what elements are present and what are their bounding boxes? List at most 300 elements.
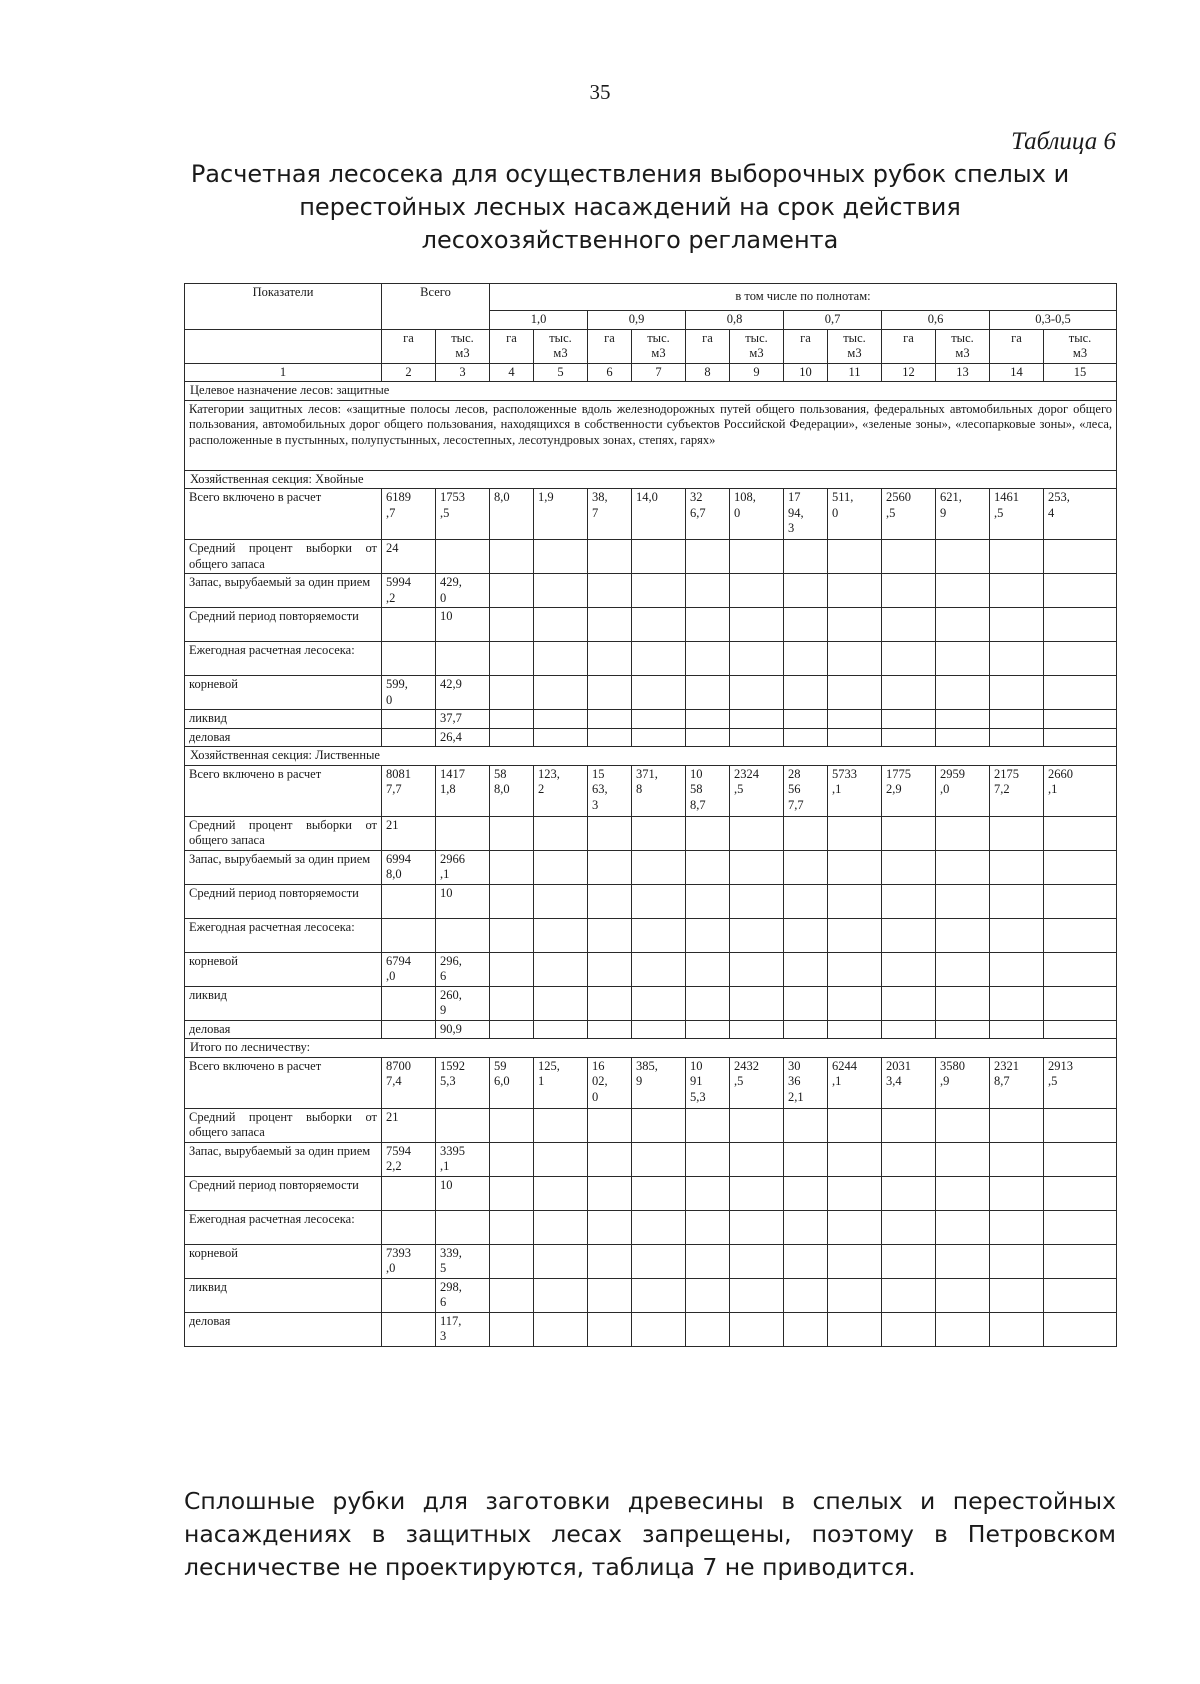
table-cell	[490, 952, 534, 986]
table-cell	[588, 884, 632, 918]
table-cell	[784, 952, 828, 986]
table-cell	[686, 1210, 730, 1244]
table-cell	[534, 986, 588, 1020]
table-cell: 298, 6	[436, 1278, 490, 1312]
table-cell	[382, 642, 436, 676]
table-cell	[990, 642, 1044, 676]
header-density: 1,0	[490, 311, 588, 330]
table-cell	[490, 1312, 534, 1346]
table-row	[185, 816, 1117, 850]
table-row	[185, 1142, 1117, 1176]
table-cell	[936, 986, 990, 1020]
table-cell: 10 58 8,7	[686, 765, 730, 816]
table-cell	[936, 952, 990, 986]
table-cell	[1044, 1244, 1117, 1278]
table-cell: 339, 5	[436, 1244, 490, 1278]
table-cell	[828, 1108, 882, 1142]
table-cell	[828, 1244, 882, 1278]
table-cell	[588, 918, 632, 952]
table-cell	[882, 728, 936, 747]
table-cell	[632, 710, 686, 729]
table-cell	[588, 850, 632, 884]
row-label: ликвид	[185, 986, 382, 1020]
table-cell	[490, 884, 534, 918]
table-cell	[490, 642, 534, 676]
table-row	[185, 574, 1117, 608]
categories-row	[185, 400, 1117, 470]
table-cell	[1044, 816, 1117, 850]
table-cell: 296, 6	[436, 952, 490, 986]
column-number: 1	[185, 363, 382, 382]
header-density: 0,3-0,5	[990, 311, 1117, 330]
table-cell	[784, 986, 828, 1020]
row-label: Ежегодная расчетная лесосека:	[185, 918, 382, 952]
table-cell	[1044, 1210, 1117, 1244]
table-cell	[1044, 1176, 1117, 1210]
column-number: 2	[382, 363, 436, 382]
table-cell	[990, 1020, 1044, 1039]
column-number: 3	[436, 363, 490, 382]
table-cell	[632, 1142, 686, 1176]
table-row	[185, 1176, 1117, 1210]
table-cell: 371, 8	[632, 765, 686, 816]
table-cell	[632, 1210, 686, 1244]
table-cell	[828, 1020, 882, 1039]
table-cell	[490, 816, 534, 850]
table-cell	[490, 1244, 534, 1278]
table-cell	[730, 1210, 784, 1244]
table-cell: 599, 0	[382, 676, 436, 710]
table-cell	[730, 710, 784, 729]
table-cell	[436, 816, 490, 850]
row-label: деловая	[185, 728, 382, 747]
table-cell	[882, 642, 936, 676]
table-label: Таблица 6	[1011, 128, 1116, 155]
table-cell	[730, 816, 784, 850]
table-cell	[632, 816, 686, 850]
table-cell	[990, 540, 1044, 574]
table-cell	[990, 1108, 1044, 1142]
header-density: 0,6	[882, 311, 990, 330]
table-cell	[882, 918, 936, 952]
table-row	[185, 986, 1117, 1020]
table-header	[185, 284, 1117, 382]
table-cell: 8,0	[490, 489, 534, 540]
table-cell	[882, 540, 936, 574]
table-cell: 10	[436, 884, 490, 918]
table-cell	[686, 1244, 730, 1278]
table-cell: 17 94, 3	[784, 489, 828, 540]
table-cell	[534, 884, 588, 918]
table-row	[185, 676, 1117, 710]
table-cell: 3580 ,9	[936, 1057, 990, 1108]
table-cell	[534, 540, 588, 574]
row-label: Всего включено в расчет	[185, 1057, 382, 1108]
table-cell	[686, 728, 730, 747]
table-cell	[588, 728, 632, 747]
table-cell	[382, 1312, 436, 1346]
table-cell	[828, 850, 882, 884]
table-cell	[936, 816, 990, 850]
table-cell: 30 36 2,1	[784, 1057, 828, 1108]
table-cell	[936, 850, 990, 884]
table-cell	[882, 986, 936, 1020]
table-cell	[1044, 1312, 1117, 1346]
column-number: 9	[730, 363, 784, 382]
table-cell: 58 8,0	[490, 765, 534, 816]
table-cell: 2324 ,5	[730, 765, 784, 816]
table-cell	[490, 710, 534, 729]
table-cell	[882, 1244, 936, 1278]
table-cell	[1044, 710, 1117, 729]
table-cell: 2175 7,2	[990, 765, 1044, 816]
table-cell	[784, 1278, 828, 1312]
table-cell	[990, 608, 1044, 642]
row-label: ликвид	[185, 1278, 382, 1312]
table-cell	[534, 1176, 588, 1210]
table-cell: 2321 8,7	[990, 1057, 1044, 1108]
header-unit-ha: га	[382, 329, 436, 363]
table-cell: 2432 ,5	[730, 1057, 784, 1108]
table-cell: 2031 3,4	[882, 1057, 936, 1108]
table-cell	[784, 816, 828, 850]
header-unit-ha: га	[490, 329, 534, 363]
table-cell: 6794 ,0	[382, 952, 436, 986]
table-cell	[490, 986, 534, 1020]
table-cell	[632, 1312, 686, 1346]
table-cell: 10	[436, 1176, 490, 1210]
table-cell	[534, 1278, 588, 1312]
table-row	[185, 489, 1117, 540]
table-cell	[730, 574, 784, 608]
table-cell	[882, 574, 936, 608]
table-cell: 10 91 5,3	[686, 1057, 730, 1108]
table-cell	[990, 1244, 1044, 1278]
header-unit-ha: га	[686, 329, 730, 363]
table-cell: 1753 ,5	[436, 489, 490, 540]
table-cell: 2959 ,0	[936, 765, 990, 816]
table-cell: 1417 1,8	[436, 765, 490, 816]
table-cell	[882, 608, 936, 642]
table-cell: 260, 9	[436, 986, 490, 1020]
table-cell	[936, 676, 990, 710]
table-cell	[784, 1312, 828, 1346]
table-cell	[936, 710, 990, 729]
table-cell	[936, 540, 990, 574]
header-unit-volume: тыс. м3	[632, 329, 686, 363]
table-cell: 7393 ,0	[382, 1244, 436, 1278]
table-cell	[990, 728, 1044, 747]
table-cell: 117, 3	[436, 1312, 490, 1346]
table-cell	[784, 1244, 828, 1278]
table-cell	[730, 1108, 784, 1142]
table-cell	[730, 540, 784, 574]
header-unit-ha: га	[588, 329, 632, 363]
table-cell	[534, 1108, 588, 1142]
table-cell	[436, 918, 490, 952]
table-cell	[382, 710, 436, 729]
table-cell	[990, 986, 1044, 1020]
column-number: 4	[490, 363, 534, 382]
table-cell: 21	[382, 1108, 436, 1142]
table-cell	[882, 1210, 936, 1244]
table-cell: 32 6,7	[686, 489, 730, 540]
table-cell: 90,9	[436, 1020, 490, 1039]
row-label: Средний процент выборки от общего запаса	[185, 1108, 382, 1142]
forest-purpose: Целевое назначение лесов: защитные	[185, 382, 1117, 401]
table-cell	[534, 816, 588, 850]
table-cell	[1044, 986, 1117, 1020]
header-by-density: в том числе по полнотам:	[490, 284, 1117, 311]
table-cell	[990, 1278, 1044, 1312]
column-number: 5	[534, 363, 588, 382]
table-cell	[534, 1142, 588, 1176]
row-label: Запас, вырубаемый за один прием	[185, 1142, 382, 1176]
table-cell	[828, 642, 882, 676]
table-cell: 7594 2,2	[382, 1142, 436, 1176]
table-cell	[828, 676, 882, 710]
table-cell	[1044, 1142, 1117, 1176]
table-cell	[490, 676, 534, 710]
table-cell	[534, 728, 588, 747]
table-row	[185, 884, 1117, 918]
table-cell: 1461 ,5	[990, 489, 1044, 540]
row-label: Средний процент выборки от общего запаса	[185, 540, 382, 574]
table-cell	[1044, 1108, 1117, 1142]
table-cell	[632, 676, 686, 710]
allowable-cut-table	[184, 283, 1117, 1347]
table-cell	[490, 850, 534, 884]
table-cell	[990, 884, 1044, 918]
table-cell	[686, 1312, 730, 1346]
section-header-row	[185, 747, 1117, 766]
table-cell	[382, 1210, 436, 1244]
table-cell: 8081 7,7	[382, 765, 436, 816]
table-cell	[1044, 676, 1117, 710]
table-cell	[686, 1108, 730, 1142]
table-cell	[686, 884, 730, 918]
row-label: Ежегодная расчетная лесосека:	[185, 1210, 382, 1244]
table-cell	[632, 952, 686, 986]
table-cell	[382, 728, 436, 747]
table-cell: 5994 ,2	[382, 574, 436, 608]
header-density: 0,8	[686, 311, 784, 330]
table-cell	[882, 676, 936, 710]
table-cell	[588, 710, 632, 729]
section-title: Хозяйственная секция: Лиственные	[185, 747, 1117, 766]
table-cell	[1044, 540, 1117, 574]
table-cell	[784, 850, 828, 884]
footer-paragraph: Сплошные рубки для заготовки древесины в спелых и перестойных насаждениях в защитных лесах запрещены, поэтому в Петровском лесничестве не проектируются, таблица 7 не приводится.	[184, 1487, 1116, 1581]
header-unit-ha: га	[882, 329, 936, 363]
table-cell	[632, 1020, 686, 1039]
table-cell	[588, 1142, 632, 1176]
table-cell	[1044, 952, 1117, 986]
table-cell	[534, 608, 588, 642]
table-cell	[828, 574, 882, 608]
table-cell	[382, 918, 436, 952]
table-cell	[936, 1278, 990, 1312]
table-cell	[936, 884, 990, 918]
table-cell	[828, 918, 882, 952]
section-header-row	[185, 1039, 1117, 1058]
table-cell: 28 56 7,7	[784, 765, 828, 816]
table-cell	[588, 1210, 632, 1244]
row-label: корневой	[185, 952, 382, 986]
table-cell	[436, 1108, 490, 1142]
table-cell	[490, 574, 534, 608]
table-cell	[534, 676, 588, 710]
table-cell	[588, 1312, 632, 1346]
table-cell: 2913 ,5	[1044, 1057, 1117, 1108]
table-cell	[686, 710, 730, 729]
table-cell: 2660 ,1	[1044, 765, 1117, 816]
table-cell	[828, 1312, 882, 1346]
column-number: 11	[828, 363, 882, 382]
header-unit-volume: тыс. м3	[828, 329, 882, 363]
table-cell: 38, 7	[588, 489, 632, 540]
table-cell: 8700 7,4	[382, 1057, 436, 1108]
table-row	[185, 1108, 1117, 1142]
column-number: 10	[784, 363, 828, 382]
table-cell	[686, 850, 730, 884]
table-cell: 3395 ,1	[436, 1142, 490, 1176]
table-cell: 125, 1	[534, 1057, 588, 1108]
table-cell	[632, 1244, 686, 1278]
table-cell	[882, 816, 936, 850]
table-cell	[534, 918, 588, 952]
header-unit-volume: тыс. м3	[730, 329, 784, 363]
table-cell: 429, 0	[436, 574, 490, 608]
table-cell	[730, 918, 784, 952]
table-cell	[490, 1278, 534, 1312]
header-density: 0,9	[588, 311, 686, 330]
table-cell	[936, 1142, 990, 1176]
table-cell	[632, 608, 686, 642]
table-cell: 42,9	[436, 676, 490, 710]
table-cell	[784, 676, 828, 710]
header-unit-volume: тыс. м3	[1044, 329, 1117, 363]
table-cell	[828, 1278, 882, 1312]
table-cell	[382, 1176, 436, 1210]
row-label: Средний период повторяемости	[185, 884, 382, 918]
table-cell	[1044, 642, 1117, 676]
table-row	[185, 765, 1117, 816]
table-row	[185, 918, 1117, 952]
table-cell	[828, 952, 882, 986]
table-cell: 26,4	[436, 728, 490, 747]
table-cell	[686, 642, 730, 676]
column-number: 6	[588, 363, 632, 382]
row-label: Средний процент выборки от общего запаса	[185, 816, 382, 850]
table-cell	[588, 1176, 632, 1210]
header-unit-volume: тыс. м3	[436, 329, 490, 363]
table-cell	[490, 1210, 534, 1244]
header-density: 0,7	[784, 311, 882, 330]
column-number: 12	[882, 363, 936, 382]
table-cell	[936, 728, 990, 747]
table-cell	[730, 642, 784, 676]
table-row	[185, 1210, 1117, 1244]
table-cell	[828, 710, 882, 729]
table-cell	[784, 1210, 828, 1244]
table-cell	[828, 540, 882, 574]
table-cell	[784, 1108, 828, 1142]
table-cell: 37,7	[436, 710, 490, 729]
table-cell	[784, 574, 828, 608]
table-cell	[588, 1020, 632, 1039]
table-cell	[632, 986, 686, 1020]
table-cell: 385, 9	[632, 1057, 686, 1108]
table-row	[185, 1057, 1117, 1108]
table-cell	[686, 1176, 730, 1210]
page-number: 35	[589, 80, 611, 104]
table-cell: 123, 2	[534, 765, 588, 816]
table-cell	[730, 1244, 784, 1278]
table-cell	[588, 642, 632, 676]
table-cell	[588, 540, 632, 574]
table-cell	[632, 1108, 686, 1142]
table-cell: 6189 ,7	[382, 489, 436, 540]
table-row	[185, 1244, 1117, 1278]
table-cell	[784, 1142, 828, 1176]
table-cell	[828, 608, 882, 642]
table-cell: 6244 ,1	[828, 1057, 882, 1108]
table-cell	[882, 1020, 936, 1039]
table-cell: 24	[382, 540, 436, 574]
table-cell	[936, 574, 990, 608]
table-cell	[990, 1312, 1044, 1346]
header-unit-ha: га	[784, 329, 828, 363]
table-cell	[936, 1020, 990, 1039]
table-cell	[632, 850, 686, 884]
table-cell	[588, 676, 632, 710]
table-row	[185, 1278, 1117, 1312]
row-label: Средний период повторяемости	[185, 608, 382, 642]
table-cell: 1,9	[534, 489, 588, 540]
table-cell	[490, 1142, 534, 1176]
protective-categories: Категории защитных лесов: «защитные полосы лесов, расположенные вдоль железнодорожных путей общего пользования, федеральных автомобильных дорог общего пользования, автомобильных дорог общего пользования, находящихся в собственности субъектов Российской Федерации», «зеленые зоны», «лесопарковые зоны», «леса, расположенные в пустынных, полупустынных, лесостепных, лесотундровых зонах, степях, гарях»	[185, 400, 1117, 470]
table-cell	[686, 574, 730, 608]
table-cell: 16 02, 0	[588, 1057, 632, 1108]
table-cell	[686, 1020, 730, 1039]
table-cell	[1044, 884, 1117, 918]
column-number: 13	[936, 363, 990, 382]
table-cell	[588, 608, 632, 642]
table-cell	[936, 1312, 990, 1346]
table-cell	[784, 608, 828, 642]
table-cell	[534, 1312, 588, 1346]
table-row	[185, 850, 1117, 884]
table-row	[185, 608, 1117, 642]
table-cell	[686, 1142, 730, 1176]
section-title: Итого по лесничеству:	[185, 1039, 1117, 1058]
table-cell	[686, 540, 730, 574]
table-cell	[936, 642, 990, 676]
table-cell	[632, 642, 686, 676]
table-cell: 1775 2,9	[882, 765, 936, 816]
table-row	[185, 1312, 1117, 1346]
table-cell	[1044, 728, 1117, 747]
table-cell	[730, 986, 784, 1020]
table-cell	[382, 986, 436, 1020]
table-cell	[588, 1278, 632, 1312]
table-cell	[686, 952, 730, 986]
table-cell	[686, 918, 730, 952]
table-cell	[990, 850, 1044, 884]
table-cell	[436, 540, 490, 574]
table-cell	[632, 1278, 686, 1312]
